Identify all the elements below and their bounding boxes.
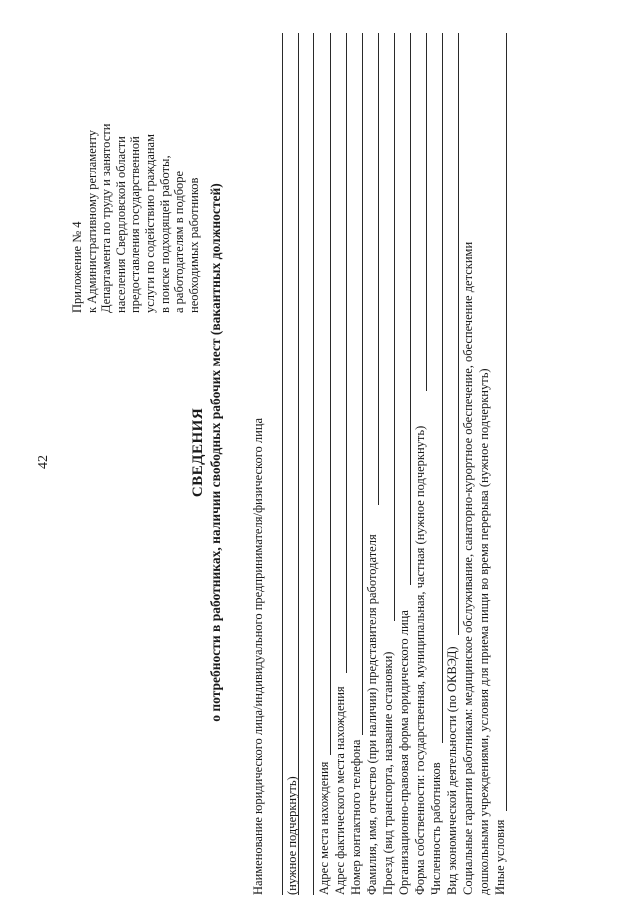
appendix-line: Департамента по труду и занятости bbox=[99, 123, 114, 313]
field-label-name: Наименование юридического лица/индивидуального предпринимателя/физического лица bbox=[251, 417, 265, 895]
appendix-line: Приложение № 4 bbox=[70, 221, 84, 313]
answer-line bbox=[298, 33, 299, 895]
field-label-phone: Номер контактного телефона bbox=[349, 739, 363, 895]
appendix-line: в поиске подходящей работы, bbox=[157, 155, 172, 313]
answer-line bbox=[426, 33, 427, 391]
field-label-headcount: Численность работников bbox=[429, 762, 443, 895]
answer-line bbox=[330, 33, 331, 755]
field-label-legal-form: Организационно-правовая форма юридического лица bbox=[397, 610, 411, 895]
document-subtitle: о потребности в работниках, наличии свободных рабочих мест (вакантных должностей) bbox=[208, 183, 223, 722]
field-hint: (нужное подчеркнуть) bbox=[285, 776, 299, 895]
field-label-social-guarantees: Социальные гарантии работникам: медицинское обслуживание, санаторно-курортное обеспечение, обеспечение детскими bbox=[461, 241, 475, 895]
page-number: 42 bbox=[36, 455, 51, 469]
appendix-line: предоставления государственной bbox=[128, 136, 143, 313]
answer-line bbox=[394, 33, 395, 621]
field-label-transport: Проезд (вид транспорта, название остановки) bbox=[381, 651, 395, 895]
field-label-social-guarantees-cont: дошкольными учреждениями, условия для приема пищи во время перерыва (нужное подчеркнуть) bbox=[477, 368, 491, 895]
answer-line bbox=[410, 33, 411, 585]
answer-line bbox=[362, 33, 363, 735]
appendix-line: необходимых работников bbox=[186, 177, 201, 313]
answer-line bbox=[506, 33, 507, 811]
field-label-okved: Вид экономической деятельности (по ОКВЭД) bbox=[445, 646, 459, 895]
answer-line bbox=[378, 33, 379, 505]
appendix-line: услуги по содействию гражданам bbox=[142, 133, 157, 313]
field-label-address: Адрес места нахождения bbox=[317, 761, 331, 895]
answer-line bbox=[346, 33, 347, 673]
appendix-note bbox=[70, 0, 201, 313]
answer-line bbox=[313, 33, 314, 895]
field-label-other-conditions: Иные условия bbox=[493, 819, 507, 895]
document-title: СВЕДЕНИЯ bbox=[190, 407, 206, 498]
appendix-line: к Административному регламенту bbox=[84, 129, 99, 313]
answer-line bbox=[458, 33, 459, 635]
appendix-line: населения Свердловской области bbox=[113, 136, 128, 313]
answer-line bbox=[442, 33, 443, 743]
field-label-actual-address: Адрес фактического места нахождения bbox=[333, 686, 347, 895]
field-label-representative: Фамилия, имя, отчество (при наличии) представителя работодателя bbox=[365, 534, 379, 895]
appendix-line: а работодателям в подборе bbox=[172, 170, 187, 313]
field-label-ownership: Форма собственности: государственная, муниципальная, частная (нужное подчеркнуть) bbox=[413, 425, 427, 895]
answer-line bbox=[282, 33, 283, 895]
